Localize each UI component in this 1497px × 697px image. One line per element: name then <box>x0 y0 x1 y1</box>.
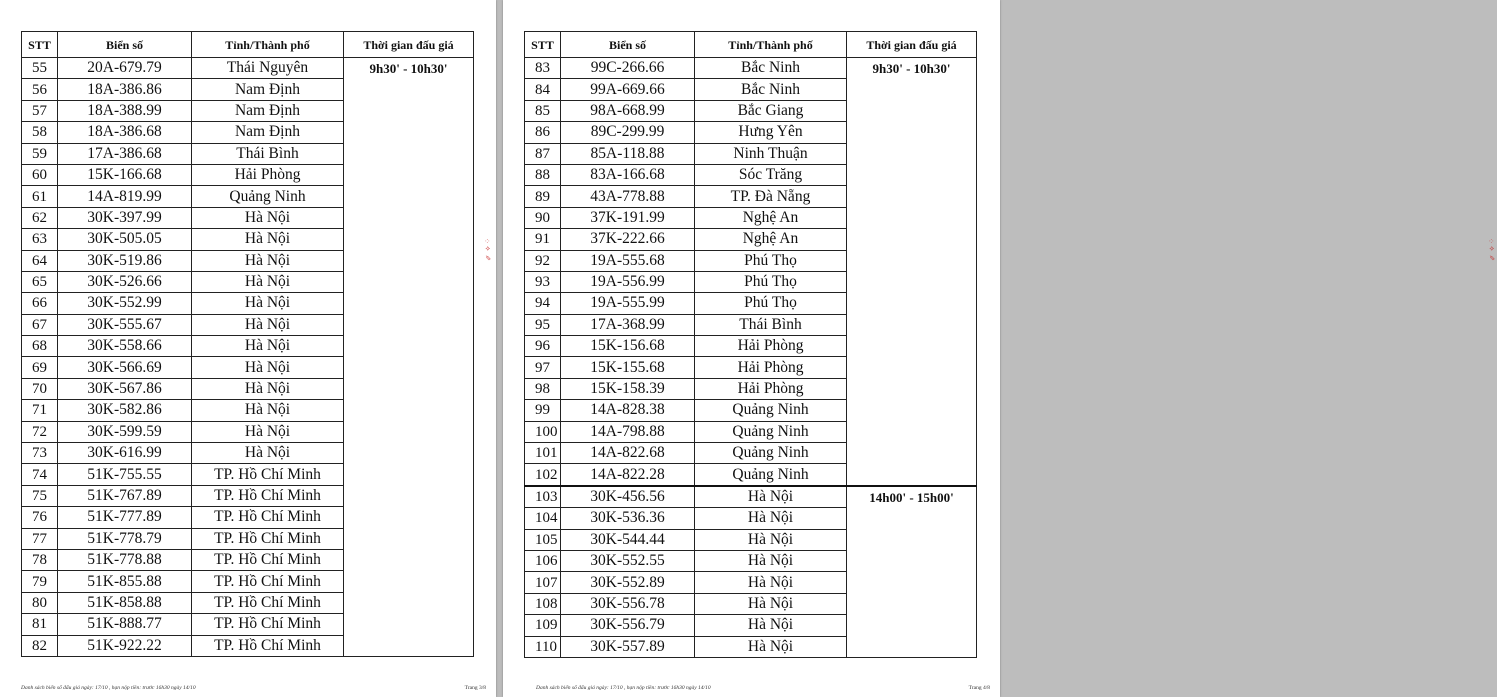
row-province: Quảng Ninh <box>192 186 344 207</box>
row-province: Hà Nội <box>192 271 344 292</box>
row-stt: 62 <box>22 207 58 228</box>
row-stt: 78 <box>22 549 58 570</box>
row-plate: 30K-536.36 <box>561 508 695 529</box>
row-province: Phú Thọ <box>695 293 847 314</box>
row-stt: 92 <box>525 250 561 271</box>
row-stt: 66 <box>22 293 58 314</box>
row-stt: 72 <box>22 421 58 442</box>
row-stt: 59 <box>22 143 58 164</box>
row-province: Nghệ An <box>695 229 847 250</box>
row-plate: 51K-767.89 <box>58 485 192 506</box>
red-stamp-mark: ✎ ⟡ ⁘ <box>1488 238 1496 261</box>
row-stt: 108 <box>525 593 561 614</box>
row-province: TP. Hồ Chí Minh <box>192 464 344 485</box>
row-stt: 86 <box>525 122 561 143</box>
row-plate: 18A-386.68 <box>58 122 192 143</box>
row-plate: 14A-828.38 <box>561 400 695 421</box>
row-province: Thái Nguyên <box>192 58 344 79</box>
row-province: TP. Hồ Chí Minh <box>192 592 344 613</box>
row-province: Hải Phòng <box>695 378 847 399</box>
row-plate: 30K-566.69 <box>58 357 192 378</box>
row-province: Bắc Ninh <box>695 58 847 79</box>
row-plate: 14A-819.99 <box>58 186 192 207</box>
row-stt: 104 <box>525 508 561 529</box>
row-stt: 95 <box>525 314 561 335</box>
row-plate: 18A-388.99 <box>58 100 192 121</box>
row-plate: 30K-555.67 <box>58 314 192 335</box>
row-plate: 15K-158.39 <box>561 378 695 399</box>
row-province: Quảng Ninh <box>695 400 847 421</box>
row-plate: 19A-555.68 <box>561 250 695 271</box>
row-plate: 14A-822.68 <box>561 443 695 464</box>
row-province: Hà Nội <box>695 486 847 508</box>
row-province: Nam Định <box>192 100 344 121</box>
row-plate: 98A-668.99 <box>561 100 695 121</box>
row-stt: 82 <box>22 635 58 656</box>
row-province: Phú Thọ <box>695 250 847 271</box>
row-province: Hà Nội <box>192 443 344 464</box>
row-plate: 83A-166.68 <box>561 164 695 185</box>
row-province: Hà Nội <box>192 207 344 228</box>
row-plate: 51K-855.88 <box>58 571 192 592</box>
row-stt: 73 <box>22 443 58 464</box>
row-stt: 93 <box>525 271 561 292</box>
row-plate: 15K-166.68 <box>58 164 192 185</box>
row-stt: 101 <box>525 443 561 464</box>
row-stt: 58 <box>22 122 58 143</box>
row-plate: 30K-505.05 <box>58 229 192 250</box>
row-plate: 30K-552.55 <box>561 550 695 571</box>
row-province: Hà Nội <box>695 572 847 593</box>
row-province: Bắc Ninh <box>695 79 847 100</box>
row-province: Hà Nội <box>192 293 344 314</box>
row-stt: 61 <box>22 186 58 207</box>
row-province: Hà Nội <box>192 229 344 250</box>
row-stt: 71 <box>22 400 58 421</box>
row-plate: 30K-544.44 <box>561 529 695 550</box>
row-stt: 68 <box>22 336 58 357</box>
row-province: Nghệ An <box>695 207 847 228</box>
document-page-right <box>503 0 1496 697</box>
row-plate: 30K-556.78 <box>561 593 695 614</box>
red-stamp-mark: ✎ ⟡ ⁘ <box>484 238 492 261</box>
auction-time: 9h30' - 10h30' <box>344 58 474 657</box>
row-stt: 105 <box>525 529 561 550</box>
row-stt: 77 <box>22 528 58 549</box>
footer-note: Danh sách biển số đấu giá ngày: 17/10 , hạn nộp tiền: trước 16h30 ngày 14/10 <box>21 685 196 691</box>
row-province: TP. Hồ Chí Minh <box>192 571 344 592</box>
row-province: TP. Hồ Chí Minh <box>192 485 344 506</box>
row-stt: 55 <box>22 58 58 79</box>
row-stt: 85 <box>525 100 561 121</box>
table-row <box>525 58 977 79</box>
row-plate: 89C-299.99 <box>561 122 695 143</box>
row-plate: 30K-599.59 <box>58 421 192 442</box>
row-stt: 97 <box>525 357 561 378</box>
row-plate: 30K-558.66 <box>58 336 192 357</box>
row-province: Hà Nội <box>695 529 847 550</box>
row-stt: 65 <box>22 271 58 292</box>
row-plate: 51K-755.55 <box>58 464 192 485</box>
row-province: Ninh Thuận <box>695 143 847 164</box>
row-plate: 30K-557.89 <box>561 636 695 657</box>
plate-auction-table-right <box>524 31 977 658</box>
table-header-row <box>525 32 977 58</box>
row-province: Hải Phòng <box>192 164 344 185</box>
row-province: Hà Nội <box>192 250 344 271</box>
row-stt: 83 <box>525 58 561 79</box>
row-plate: 17A-368.99 <box>561 314 695 335</box>
row-plate: 30K-526.66 <box>58 271 192 292</box>
row-plate: 14A-798.88 <box>561 421 695 442</box>
row-province: Hà Nội <box>192 378 344 399</box>
row-stt: 80 <box>22 592 58 613</box>
row-plate: 30K-552.99 <box>58 293 192 314</box>
row-province: Nam Định <box>192 79 344 100</box>
row-plate: 30K-556.79 <box>561 615 695 636</box>
row-plate: 51K-777.89 <box>58 507 192 528</box>
row-plate: 51K-922.22 <box>58 635 192 656</box>
row-stt: 90 <box>525 207 561 228</box>
row-stt: 100 <box>525 421 561 442</box>
row-plate: 51K-888.77 <box>58 614 192 635</box>
row-province: Thái Bình <box>192 143 344 164</box>
document-page-left <box>0 0 496 697</box>
row-stt: 91 <box>525 229 561 250</box>
row-stt: 89 <box>525 186 561 207</box>
row-stt: 109 <box>525 615 561 636</box>
row-province: Hưng Yên <box>695 122 847 143</box>
row-plate: 99A-669.66 <box>561 79 695 100</box>
row-province: Hải Phòng <box>695 357 847 378</box>
row-province: TP. Hồ Chí Minh <box>192 549 344 570</box>
row-stt: 56 <box>22 79 58 100</box>
row-province: Hà Nội <box>192 336 344 357</box>
row-stt: 69 <box>22 357 58 378</box>
row-province: Hà Nội <box>192 314 344 335</box>
table-row <box>525 486 977 508</box>
header-time: Thời gian đấu giá <box>847 32 977 58</box>
row-province: Hà Nội <box>695 615 847 636</box>
row-plate: 19A-555.99 <box>561 293 695 314</box>
row-stt: 84 <box>525 79 561 100</box>
row-province: TP. Hồ Chí Minh <box>192 528 344 549</box>
row-plate: 37K-222.66 <box>561 229 695 250</box>
row-plate: 30K-552.89 <box>561 572 695 593</box>
row-stt: 67 <box>22 314 58 335</box>
row-stt: 88 <box>525 164 561 185</box>
row-stt: 81 <box>22 614 58 635</box>
row-province: TP. Hồ Chí Minh <box>192 614 344 635</box>
row-plate: 20A-679.79 <box>58 58 192 79</box>
row-province: Quảng Ninh <box>695 421 847 442</box>
footer-page-number: Trang 3/8 <box>464 685 486 691</box>
row-province: Hà Nội <box>695 593 847 614</box>
row-province: Hà Nội <box>192 400 344 421</box>
row-stt: 102 <box>525 464 561 486</box>
row-province: Hà Nội <box>695 508 847 529</box>
row-stt: 107 <box>525 572 561 593</box>
row-plate: 19A-556.99 <box>561 271 695 292</box>
header-time: Thời gian đấu giá <box>344 32 474 58</box>
row-plate: 51K-778.88 <box>58 549 192 570</box>
row-stt: 79 <box>22 571 58 592</box>
row-stt: 98 <box>525 378 561 399</box>
row-stt: 75 <box>22 485 58 506</box>
header-province: Tỉnh/Thành phố <box>192 32 344 58</box>
row-plate: 51K-778.79 <box>58 528 192 549</box>
auction-time: 14h00' - 15h00' <box>847 486 977 658</box>
row-province: Nam Định <box>192 122 344 143</box>
row-plate: 30K-456.56 <box>561 486 695 508</box>
row-plate: 99C-266.66 <box>561 58 695 79</box>
row-stt: 70 <box>22 378 58 399</box>
row-plate: 51K-858.88 <box>58 592 192 613</box>
row-stt: 74 <box>22 464 58 485</box>
row-plate: 43A-778.88 <box>561 186 695 207</box>
header-stt: STT <box>525 32 561 58</box>
row-province: Sóc Trăng <box>695 164 847 185</box>
row-plate: 30K-616.99 <box>58 443 192 464</box>
row-stt: 94 <box>525 293 561 314</box>
row-plate: 14A-822.28 <box>561 464 695 486</box>
row-province: Hà Nội <box>695 550 847 571</box>
row-plate: 30K-567.86 <box>58 378 192 399</box>
row-plate: 17A-386.68 <box>58 143 192 164</box>
row-province: Thái Bình <box>695 314 847 335</box>
row-province: Quảng Ninh <box>695 464 847 486</box>
row-plate: 15K-155.68 <box>561 357 695 378</box>
header-province: Tỉnh/Thành phố <box>695 32 847 58</box>
row-province: TP. Hồ Chí Minh <box>192 507 344 528</box>
row-stt: 76 <box>22 507 58 528</box>
row-province: Hà Nội <box>192 357 344 378</box>
row-plate: 30K-397.99 <box>58 207 192 228</box>
row-stt: 60 <box>22 164 58 185</box>
auction-time: 9h30' - 10h30' <box>847 58 977 486</box>
row-plate: 30K-582.86 <box>58 400 192 421</box>
header-stt: STT <box>22 32 58 58</box>
header-plate: Biển số <box>561 32 695 58</box>
table-header-row <box>22 32 474 58</box>
row-plate: 30K-519.86 <box>58 250 192 271</box>
row-plate: 15K-156.68 <box>561 336 695 357</box>
row-plate: 18A-386.86 <box>58 79 192 100</box>
plate-auction-table-left <box>21 31 474 657</box>
row-province: Hải Phòng <box>695 336 847 357</box>
row-province: TP. Đà Nẵng <box>695 186 847 207</box>
row-stt: 110 <box>525 636 561 657</box>
row-province: Hà Nội <box>192 421 344 442</box>
header-plate: Biển số <box>58 32 192 58</box>
row-plate: 37K-191.99 <box>561 207 695 228</box>
row-stt: 57 <box>22 100 58 121</box>
row-stt: 96 <box>525 336 561 357</box>
row-plate: 85A-118.88 <box>561 143 695 164</box>
row-stt: 64 <box>22 250 58 271</box>
footer-note: Danh sách biển số đấu giá ngày: 17/10 , hạn nộp tiền: trước 16h30 ngày 14/10 <box>536 685 711 691</box>
row-province: Quảng Ninh <box>695 443 847 464</box>
row-stt: 87 <box>525 143 561 164</box>
row-province: TP. Hồ Chí Minh <box>192 635 344 656</box>
table-row <box>22 58 474 79</box>
row-province: Bắc Giang <box>695 100 847 121</box>
footer-page-number: Trang 4/8 <box>968 685 990 691</box>
row-stt: 106 <box>525 550 561 571</box>
row-province: Hà Nội <box>695 636 847 657</box>
row-stt: 63 <box>22 229 58 250</box>
row-stt: 99 <box>525 400 561 421</box>
row-stt: 103 <box>525 486 561 508</box>
row-province: Phú Thọ <box>695 271 847 292</box>
